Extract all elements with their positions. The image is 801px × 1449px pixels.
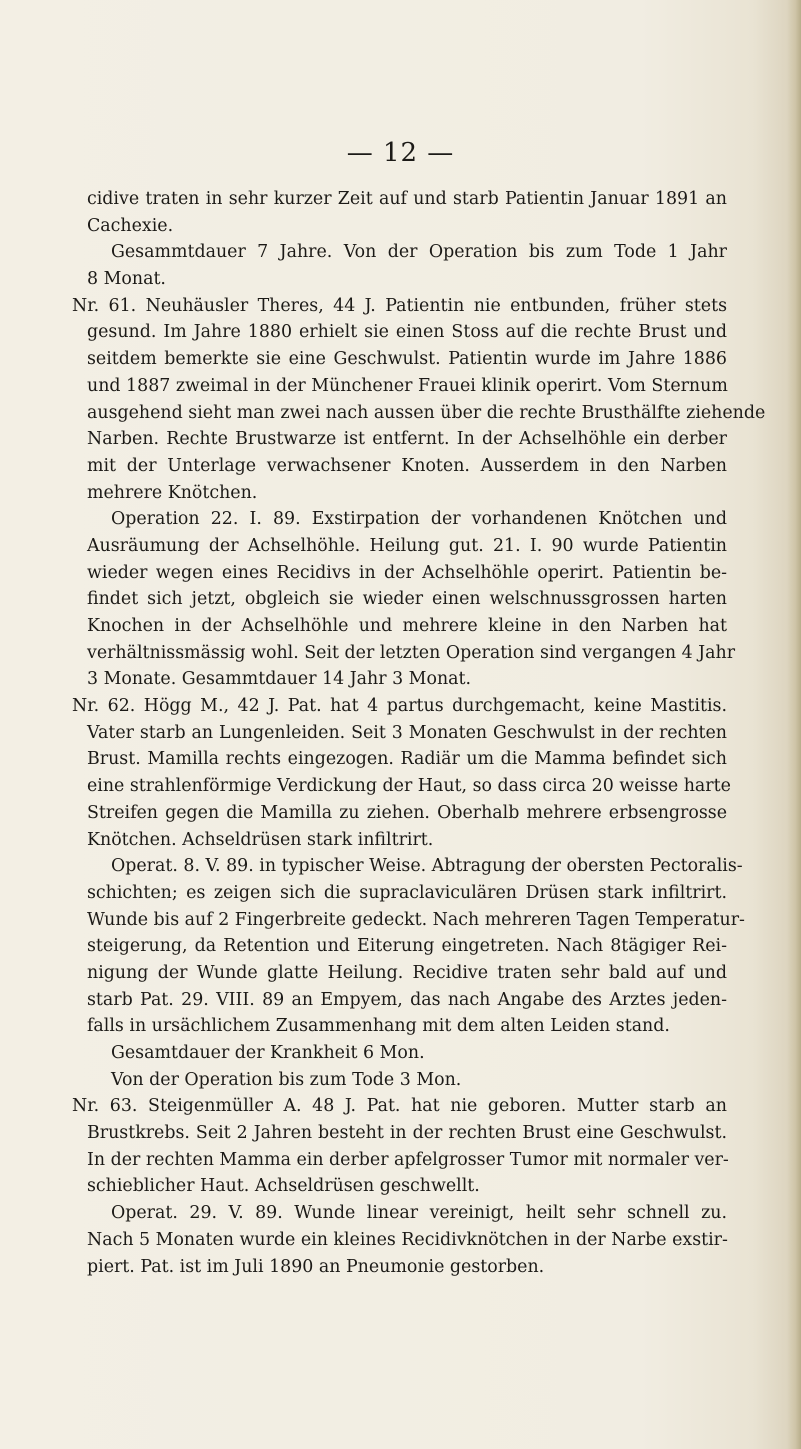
page-edge-shadow [787,0,801,1449]
text-line: Brustkrebs. Seit 2 Jahren besteht in der rechten Brust eine Geschwulst. [87,1123,727,1144]
text-line: falls in ursächlichem Zusammenhang mit dem alten Leiden stand. [87,1016,670,1037]
text-line: Streifen gegen die Mamilla zu ziehen. Oberhalb mehrere erbsengrosse [87,802,727,823]
text-line: steigerung, da Retention und Eiterung eingetreten. Nach 8tägiger Rei- [87,936,727,957]
text-line: schieblicher Haut. Achseldrüsen geschwellt. [87,1176,480,1197]
text-line: schichten; es zeigen sich die supraclaviculären Drüsen stark infiltrirt. [87,882,727,903]
text-line: Von der Operation bis zum Tode 3 Mon. [111,1069,462,1090]
text-line: mehrere Knötchen. [87,482,258,503]
text-line: Operat. 8. V. 89. in typischer Weise. Abtragung der obersten Pectoralis- [111,856,743,877]
text-line: Cachexie. [87,215,174,236]
text-line: Ausräumung der Achselhöhle. Heilung gut. 21. I. 90 wurde Patientin [87,535,727,556]
text-line: ausgehend sieht man zwei nach aussen über die rechte Brusthälfte ziehende [87,402,766,423]
text-line: Vater starb an Lungenleiden. Seit 3 Monaten Geschwulst in der rechten [87,722,727,743]
text-line: Gesamtdauer der Krankheit 6 Mon. [111,1043,425,1063]
text-line: Nr. 61. Neuhäusler Theres, 44 J. Patientin nie entbunden, früher stets [72,295,727,316]
text-line: 3 Monate. Gesammtdauer 14 Jahr 3 Monat. [87,669,472,690]
text-line: nigung der Wunde glatte Heilung. Recidive traten sehr bald auf und [87,962,727,983]
text-line: Nr. 62. Högg M., 42 J. Pat. hat 4 partus durchgemacht, keine Mastitis. [72,696,727,717]
text-line: Wunde bis auf 2 Fingerbreite gedeckt. Nach mehreren Tagen Temperatur- [87,909,745,930]
body-text [72,186,766,1280]
text-line: mit der Unterlage verwachsener Knoten. Ausserdem in den Narben [87,455,727,476]
text-line: verhältnissmässig wohl. Seit der letzten Operation sind vergangen 4 Jahr [87,642,736,663]
text-line: cidive traten in sehr kurzer Zeit auf und starb Patientin Januar 1891 an [87,189,727,209]
text-line: Operation 22. I. 89. Exstirpation der vorhandenen Knötchen und [111,509,727,530]
text-line: Operat. 29. V. 89. Wunde linear vereinigt, heilt sehr schnell zu. [111,1203,727,1224]
text-line: 8 Monat. [87,269,166,290]
text-line: Gesammtdauer 7 Jahre. Von der Operation bis zum Tode 1 Jahr [111,242,727,263]
text-line: starb Pat. 29. VIII. 89 an Empyem, das nach Angabe des Arztes jeden- [87,989,727,1010]
text-line: Brust. Mamilla rechts eingezogen. Radiär um die Mamma befindet sich [87,749,727,770]
text-line: wieder wegen eines Recidivs in der Achselhöhle operirt. Patientin be- [87,562,727,583]
text-line: In der rechten Mamma ein derber apfelgrosser Tumor mit normaler ver- [87,1149,729,1170]
text-line: und 1887 zweimal in der Münchener Frauei klinik operirt. Vom Sternum [87,375,728,396]
text-line: Nach 5 Monaten wurde ein kleines Recidivknötchen in der Narbe exstir- [87,1229,728,1250]
text-line: Nr. 63. Steigenmüller A. 48 J. Pat. hat nie geboren. Mutter starb an [72,1096,727,1117]
text-line: Knochen in der Achselhöhle und mehrere kleine in den Narben hat [87,616,727,636]
text-line: Narben. Rechte Brustwarze ist entfernt. In der Achselhöhle ein derber [87,429,727,450]
text-line: Knötchen. Achseldrüsen stark infiltrirt. [87,829,434,850]
text-line: gesund. Im Jahre 1880 erhielt sie einen Stoss auf die rechte Brust und [87,322,727,343]
text-line: findet sich jetzt, obgleich sie wieder einen welschnussgrossen harten [87,589,727,610]
text-line: piert. Pat. ist im Juli 1890 an Pneumonie gestorben. [87,1256,545,1277]
text-line: seitdem bemerkte sie eine Geschwulst. Patientin wurde im Jahre 1886 [87,349,727,370]
page-number: — 12 — [346,138,455,168]
text-line: eine strahlenförmige Verdickung der Haut, so dass circa 20 weisse harte [87,776,731,797]
